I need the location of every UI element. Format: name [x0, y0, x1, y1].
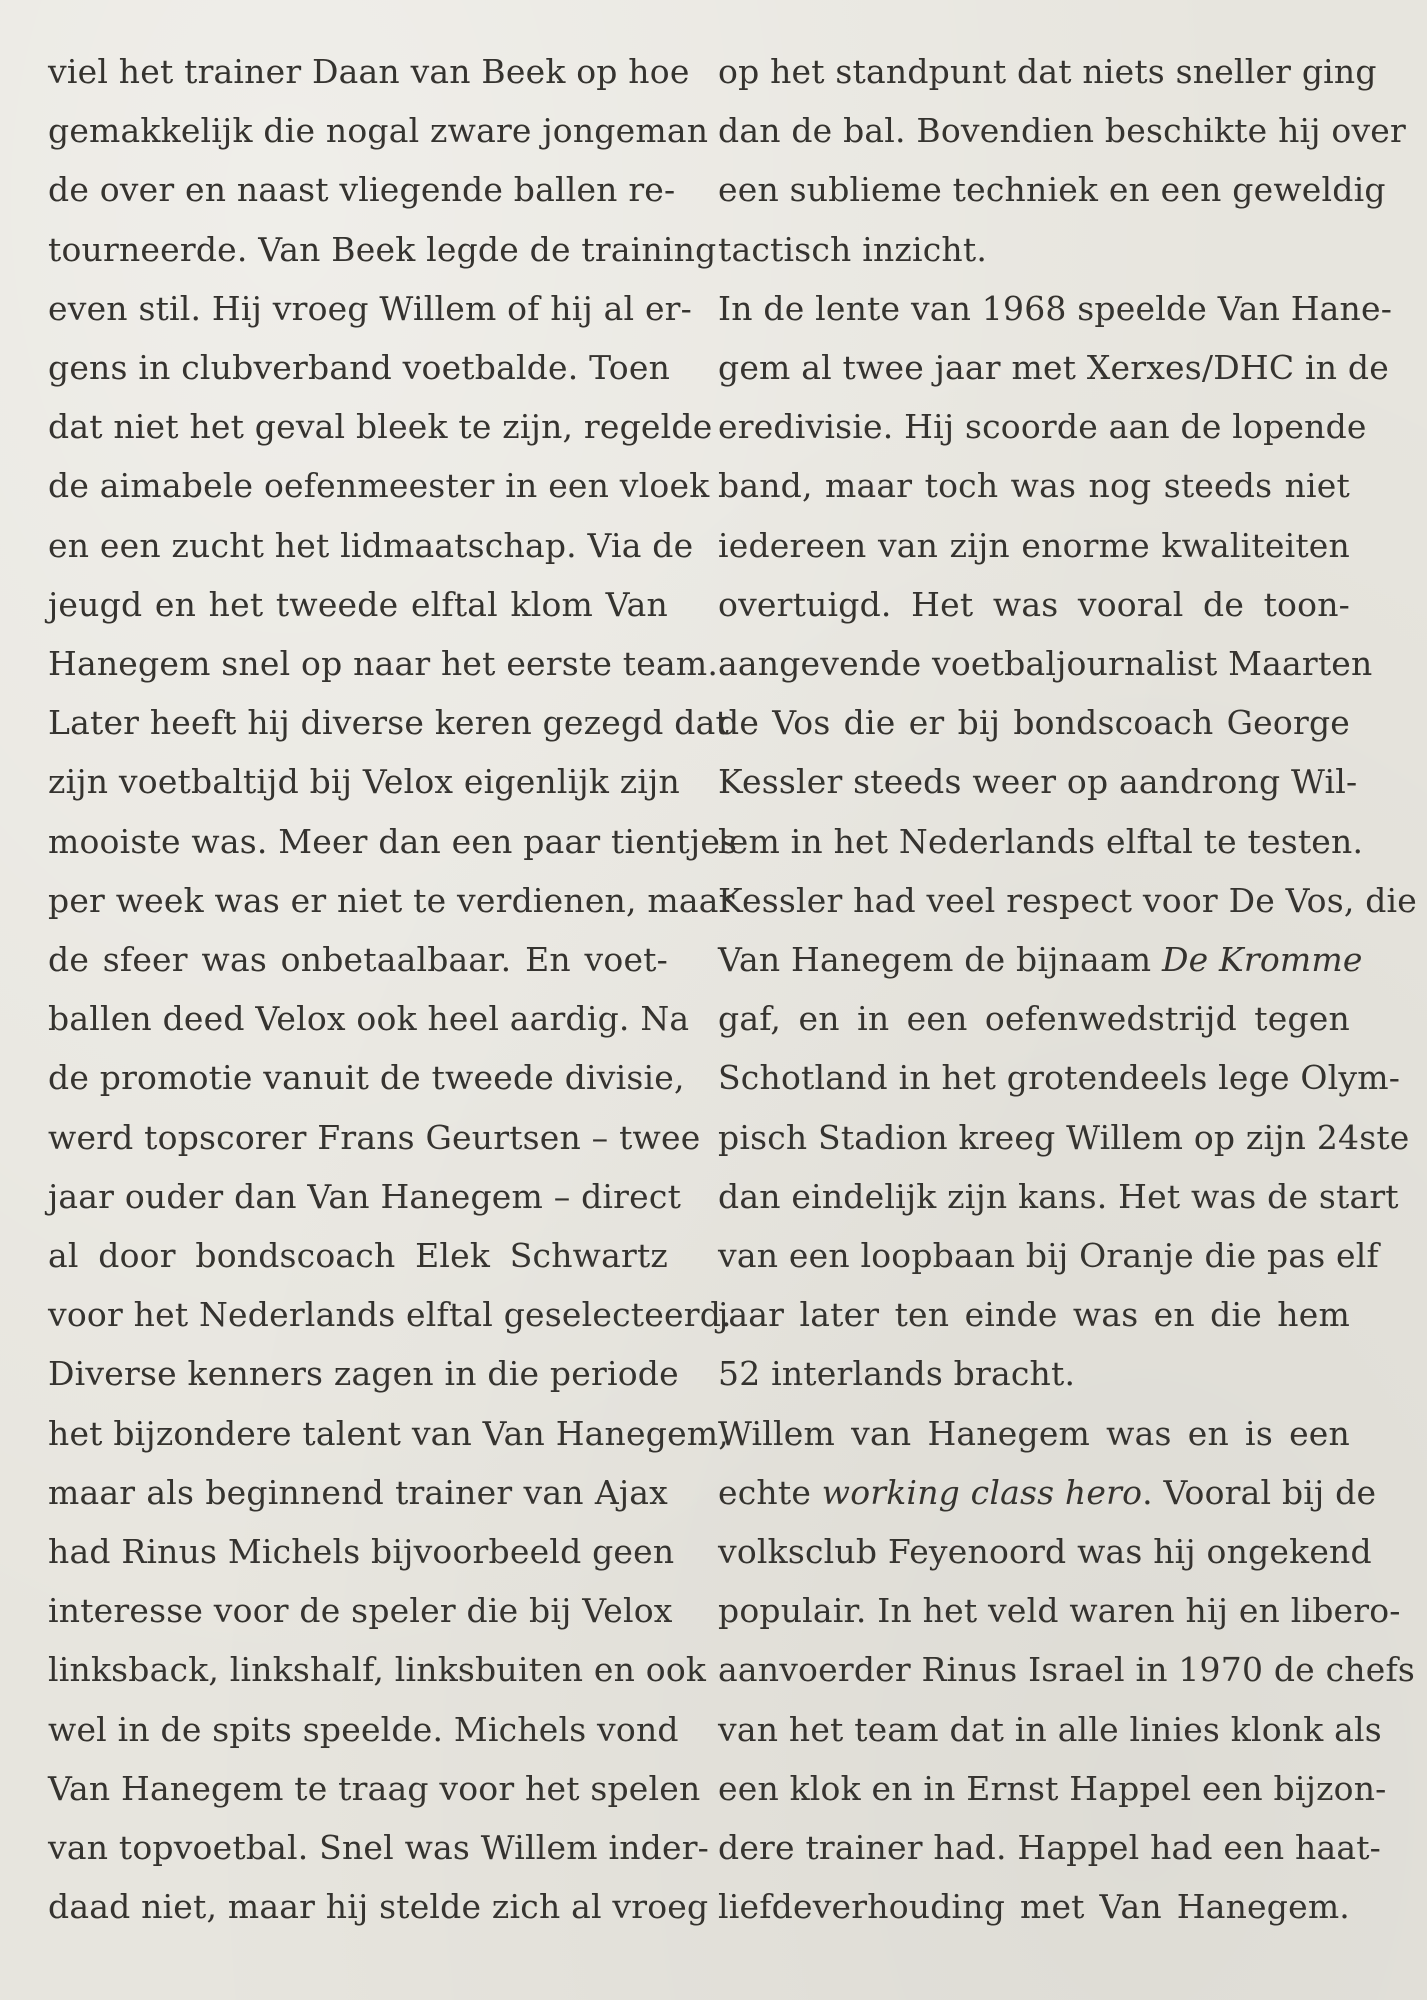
text-line: al door bondscoach Elek Schwartz [48, 1236, 668, 1276]
text-line: Van Hanegem te traag voor het spelen [48, 1768, 701, 1808]
text-line: aanvoerder Rinus Israel in 1970 de chefs [718, 1650, 1415, 1690]
text-line: jaar ouder dan Van Hanegem – direct [48, 1176, 682, 1216]
text-line: werd topscorer Frans Geurtsen – twee [48, 1117, 701, 1157]
text-line: wel in de spits speelde. Michels vond [48, 1709, 679, 1749]
text-line: mooiste was. Meer dan een paar tientjes [48, 821, 738, 861]
text-line: en een zucht het lidmaatschap. Via de [48, 525, 694, 565]
text-line: tourneerde. Van Beek legde de training [48, 229, 717, 269]
text-line: 52 interlands bracht. [718, 1354, 1076, 1394]
text-line: overtuigd. Het was vooral de toon- [718, 584, 1350, 624]
text-line: maar als beginnend trainer van Ajax [48, 1472, 668, 1512]
text-line: volksclub Feyenoord was hij ongekend [718, 1532, 1372, 1572]
text-line: de promotie vanuit de tweede divisie, [48, 1058, 685, 1098]
text-line: dere trainer had. Happel had een haat- [718, 1828, 1382, 1868]
italic-phrase: De Kromme [1161, 940, 1363, 980]
text-line: een sublieme techniek en een geweldig [718, 170, 1386, 210]
text-line: even stil. Hij vroeg Willem of hij al er- [48, 288, 692, 328]
text-line: aangevende voetbaljournalist Maarten [718, 644, 1373, 684]
text-line: populair. In het veld waren hij en libero- [718, 1591, 1401, 1631]
text-line: Diverse kenners zagen in die periode [48, 1354, 679, 1394]
text-segment: . Vooral bij de [1142, 1472, 1377, 1512]
text-line: dan de bal. Bovendien beschikte hij over [718, 111, 1407, 151]
text-line: de aimabele oefenmeester in een vloek [48, 466, 710, 506]
text-line: gens in clubverband voetbalde. Toen [48, 348, 671, 388]
text-line: Hanegem snel op naar het eerste team. [48, 644, 719, 684]
text-line: zijn voetbaltijd bij Velox eigenlijk zijn [48, 762, 680, 802]
text-line: band, maar toch was nog steeds niet [718, 466, 1350, 506]
text-line: van topvoetbal. Snel was Willem inder- [48, 1828, 710, 1868]
text-line: linksback, linkshalf, linksbuiten en ook [48, 1650, 707, 1690]
text-line: tactisch inzicht. [718, 229, 988, 269]
text-line: eredivisie. Hij scoorde aan de lopende [718, 407, 1367, 447]
text-line: daad niet, maar hij stelde zich al vroeg [48, 1887, 709, 1927]
text-segment: echte [718, 1472, 822, 1512]
text-line: had Rinus Michels bijvoorbeeld geen [48, 1532, 675, 1572]
text-line: lem in het Nederlands elftal te testen. [718, 821, 1364, 861]
right-text-column [718, 42, 1418, 1937]
text-line: Willem van Hanegem was en is een [718, 1413, 1350, 1453]
text-line: iedereen van zijn enorme kwaliteiten [718, 525, 1350, 565]
left-text-column [48, 42, 738, 1937]
text-line: per week was er niet te verdienen, maar [48, 880, 735, 920]
text-line: een klok en in Ernst Happel een bijzon- [718, 1768, 1387, 1808]
text-line: dat niet het geval bleek te zijn, regelde [48, 407, 713, 447]
text-line: jeugd en het tweede elftal klom Van [48, 584, 668, 624]
text-line: interesse voor de speler die bij Velox [48, 1591, 673, 1631]
text-segment: Van Hanegem de bijnaam [718, 940, 1162, 980]
text-line: gem al twee jaar met Xerxes/DHC in de [718, 348, 1389, 388]
text-line: van het team dat in alle linies klonk als [718, 1709, 1382, 1749]
text-line: voor het Nederlands elftal geselecteerd. [48, 1295, 732, 1335]
text-line [718, 930, 1363, 989]
text-line: viel het trainer Daan van Beek op hoe [48, 52, 690, 91]
text-line: gemakkelijk die nogal zware jongeman [48, 111, 709, 151]
text-line: liefdeverhouding met Van Hanegem. [718, 1887, 1350, 1927]
text-line: jaar later ten einde was en die hem [718, 1295, 1350, 1335]
text-line [718, 1463, 1377, 1522]
text-line: de Vos die er bij bondscoach George [718, 703, 1350, 743]
text-line: Kessler steeds weer op aandrong Wil- [718, 762, 1358, 802]
italic-phrase: working class hero [821, 1472, 1143, 1512]
text-line: In de lente van 1968 speelde Van Hane- [718, 288, 1393, 328]
text-line: het bijzondere talent van Van Hanegem, [48, 1413, 729, 1453]
text-line: de over en naast vliegende ballen re- [48, 170, 676, 210]
text-line: ballen deed Velox ook heel aardig. Na [48, 999, 690, 1039]
text-line: Kessler had veel respect voor De Vos, die [718, 880, 1418, 920]
text-line: Schotland in het grotendeels lege Olym- [718, 1058, 1401, 1098]
text-line: dan eindelijk zijn kans. Het was de start [718, 1176, 1399, 1216]
text-line: op het standpunt dat niets sneller ging [718, 52, 1377, 91]
text-line: Later heeft hij diverse keren gezegd dat [48, 703, 729, 743]
text-line: gaf, en in een oefenwedstrijd tegen [718, 999, 1350, 1039]
text-line: pisch Stadion kreeg Willem op zijn 24ste [718, 1117, 1410, 1157]
text-line: de sfeer was onbetaalbaar. En voet- [48, 940, 668, 980]
text-line: van een loopbaan bij Oranje die pas elf [718, 1236, 1379, 1276]
